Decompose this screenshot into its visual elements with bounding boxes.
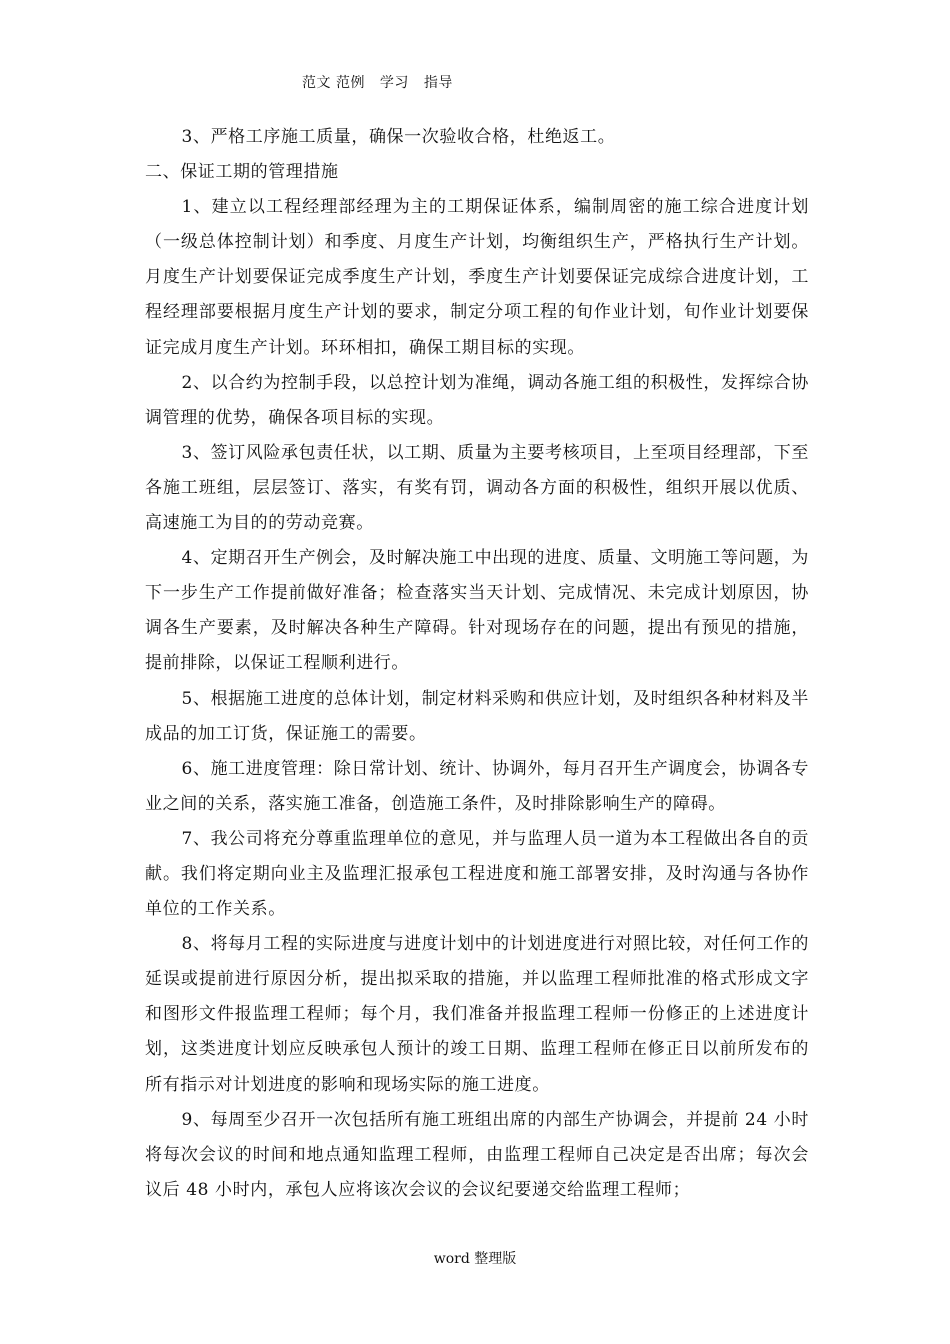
paragraph: 5、根据施工进度的总体计划，制定材料采购和供应计划，及时组织各种材料及半成品的加工订货，保证施工的需要。	[145, 688, 809, 744]
paragraph: 9、每周至少召开一次包括所有施工班组出席的内部生产协调会，并提前 24 小时将每次会议的时间和地点通知监理工程师，由监理工程师自己决定是否出席；每次会议后 48 小时内，承包人应将该次会议的会议纪要递交给监理工程师；	[145, 1109, 809, 1200]
paragraph: 7、我公司将充分尊重监理单位的意见，并与监理人员一道为本工程做出各自的贡献。我们将定期向业主及监理汇报承包工程进度和施工部署安排，及时沟通与各协作单位的工作关系。	[145, 828, 809, 920]
paragraph: 6、施工进度管理：除日常计划、统计、协调外，每月召开生产调度会，协调各专业之间的关系，落实施工准备，创造施工条件，及时排除影响生产的障碍。	[145, 758, 809, 814]
paragraph: 4、定期召开生产例会，及时解决施工中出现的进度、质量、文明施工等问题，为下一步生产工作提前做好准备；检查落实当天计划、完成情况、未完成计划原因，协调各生产要素，及时解决各种生产障碍。针对现场存在的问题，提出有预见的措施，提前排除，以保证工程顺利进行。	[145, 548, 809, 674]
paragraph: 8、将每月工程的实际进度与进度计划中的计划进度进行对照比较，对任何工作的延误或提前进行原因分析，提出拟采取的措施，并以监理工程师批准的格式形成文字和图形文件报监理工程师；每个月，我们准备并报监理工程师一份修正的上述进度计划，这类进度计划应反映承包人预计的竣工日期、监理工程师在修正日以前所发布的所有指示对计划进度的影响和现场实际的施工进度。	[145, 934, 809, 1095]
paragraph: 3、严格工序施工质量，确保一次验收合格，杜绝返工。	[181, 127, 616, 147]
header-item: 学习	[379, 75, 409, 91]
paragraph: 1、建立以工程经理部经理为主的工期保证体系，编制周密的施工综合进度计划（一级总体控制计划）和季度、月度生产计划，均衡组织生产，严格执行生产计划。月度生产计划要保证完成季度生产计划，季度生产计划要保证完成综合进度计划，工程经理部要根据月度生产计划的要求，制定分项工程的旬作业计划，旬作业计划要保证完成月度生产计划。环环相扣，确保工期目标的实现。	[145, 197, 809, 358]
page-footer: word 整理版	[433, 1251, 517, 1267]
header-item: 范文 范例	[302, 75, 365, 91]
document-body	[145, 120, 809, 1208]
section-heading: 二、保证工期的管理措施	[145, 162, 339, 183]
header-item: 指导	[423, 75, 453, 91]
paragraph: 3、签订风险承包责任状，以工期、质量为主要考核项目，上至项目经理部，下至各施工班组，层层签订、落实，有奖有罚，调动各方面的积极性，组织开展以优质、高速施工为目的的劳动竞赛。	[145, 442, 809, 534]
paragraph: 2、以合约为控制手段，以总控计划为准绳，调动各施工组的积极性，发挥综合协调管理的优势，确保各项目标的实现。	[145, 372, 809, 428]
page-header	[302, 72, 463, 92]
